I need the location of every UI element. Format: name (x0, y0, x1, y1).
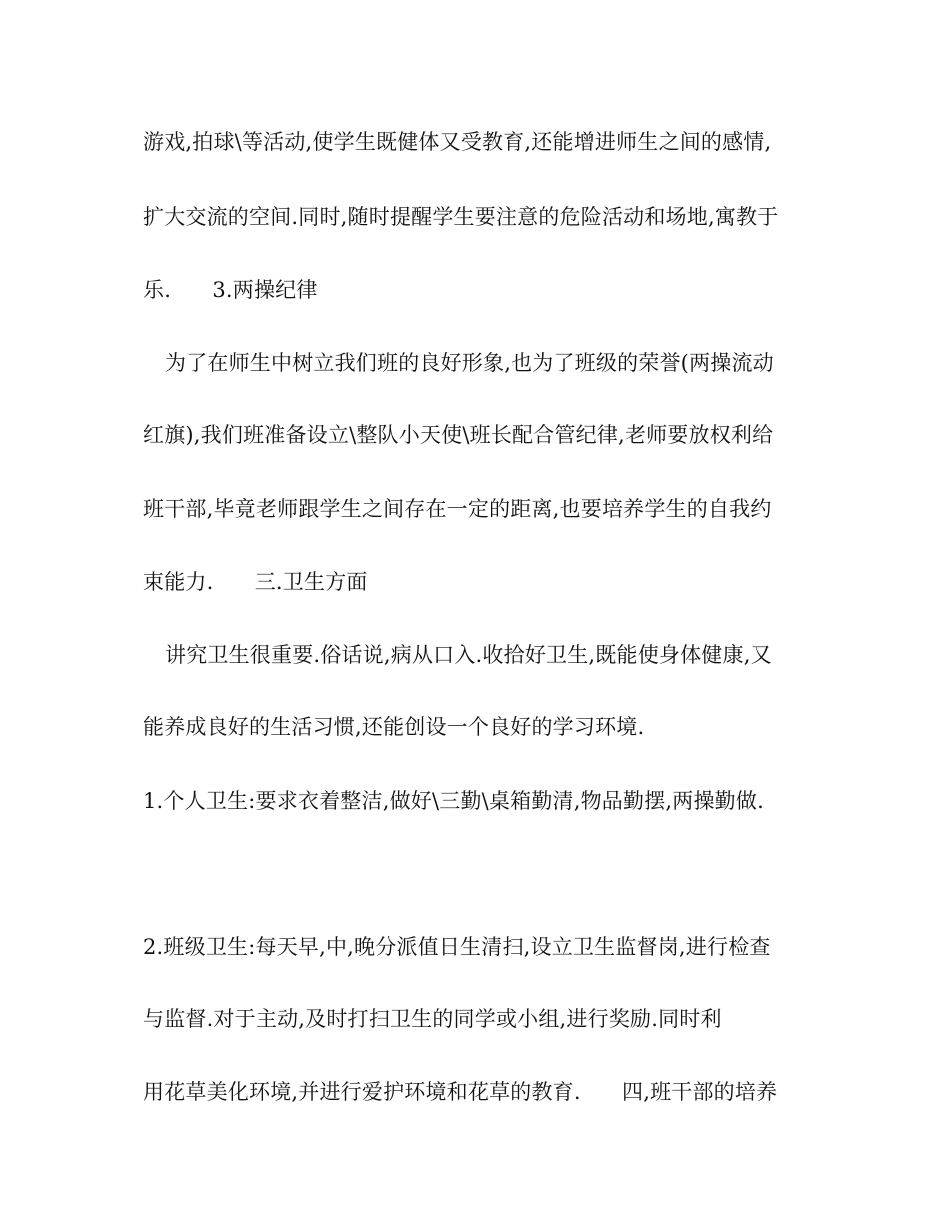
list-item-personal-hygiene: 1.个人卫生:要求衣着整洁,做好\三勤\桌箱勤清,物品勤摆,两操勤做. (143, 789, 764, 813)
paragraph-start-line: 为了在师生中树立我们班的良好形象,也为了班级的荣誉(两操流动 (165, 351, 774, 375)
paragraph-start-line: 讲究卫生很重要.俗话说,病从口入.收拾好卫生,既能使身体健康,又 (165, 643, 772, 667)
text-line: 扩大交流的空间.同时,随时提醒学生要注意的危险活动和场地,寓教于 (143, 205, 779, 229)
text-line: 游戏,拍球\等活动,使学生既健体又受教育,还能增进师生之间的感情, (143, 130, 772, 154)
text-line: 与监督.对于主动,及时打扫卫生的同学或小组,进行奖励.同时利 (143, 1007, 722, 1031)
text-line: 能养成良好的生活习惯,还能创设一个良好的学习环境. (143, 715, 645, 739)
list-item-class-hygiene: 2.班级卫生:每天早,中,晚分派值日生清扫,设立卫生监督岗,进行检查 (143, 935, 771, 959)
text-line: 乐. 3.两操纪律 (143, 278, 318, 302)
text-line: 用花草美化环境,并进行爱护环境和花草的教育. 四,班干部的培养 (143, 1080, 778, 1104)
text-line: 红旗),我们班准备设立\整队小天使\班长配合管纪律,老师要放权利给 (143, 423, 774, 447)
text-line: 束能力. 三.卫生方面 (143, 570, 368, 594)
text-line: 班干部,毕竟老师跟学生之间存在一定的距离,也要培养学生的自我约 (143, 497, 772, 521)
